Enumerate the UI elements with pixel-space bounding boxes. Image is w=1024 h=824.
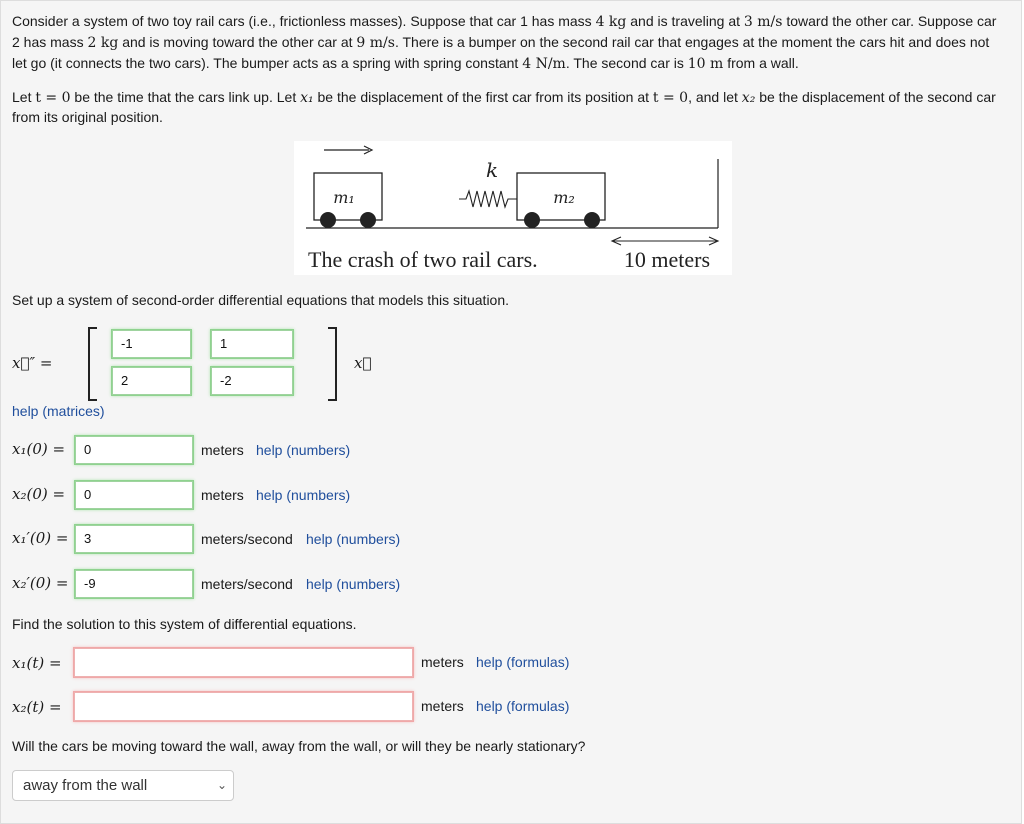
matrix-a11-input[interactable]: -1 xyxy=(112,330,191,358)
let-text: , and let xyxy=(688,89,738,105)
x2-solution-label: x₂(t) = xyxy=(12,698,62,716)
ic1-help-link[interactable]: help (numbers) xyxy=(256,442,351,458)
rail-cars-diagram xyxy=(294,141,732,275)
car2-wheel-right xyxy=(584,212,600,228)
intro-text: from a wall. xyxy=(727,55,799,71)
velocity-arrow xyxy=(324,146,372,154)
velocity2-value: 9 m/s xyxy=(356,35,395,51)
distance-arrow xyxy=(612,237,718,245)
ic2-unit: meters xyxy=(201,487,244,503)
let-text: be the time that the cars link up. Let xyxy=(74,89,297,105)
intro-text: and is moving toward the other car at xyxy=(122,34,353,50)
rail-cars-figure xyxy=(294,141,732,275)
x1-solution-label: x₁(t) = xyxy=(12,654,62,672)
car1-wheel-left xyxy=(320,212,336,228)
spring-constant-value: 4 N/m xyxy=(522,56,566,72)
let-text: be the displacement of the first car from its position at xyxy=(317,89,650,105)
intro-text: 2 has mass xyxy=(12,34,84,50)
matrix-rhs: x⃗ xyxy=(354,354,372,372)
help-matrices-link[interactable]: help (matrices) xyxy=(12,403,105,419)
figure-caption: The crash of two rail cars. xyxy=(308,247,538,272)
matrix-left-bracket xyxy=(88,327,97,401)
let-line-2: from its original position. xyxy=(12,109,163,125)
intro-text: . The second car is xyxy=(565,55,684,71)
intro-line-2 xyxy=(12,32,1012,54)
ic1-input[interactable]: 0 xyxy=(75,436,193,464)
velocity1-value: 3 m/s xyxy=(743,14,783,30)
ic1-label: x₁(0) = xyxy=(12,440,66,458)
x2-solution-input[interactable] xyxy=(74,692,413,721)
ic1-unit: meters xyxy=(201,442,244,458)
math-x2: x₂ xyxy=(741,90,756,106)
ic3-unit: meters/second xyxy=(201,531,293,547)
intro-text: and is traveling at xyxy=(630,13,740,29)
x1-help-link[interactable]: help (formulas) xyxy=(476,654,570,670)
direction-select-value: away from the wall xyxy=(23,777,148,794)
let-text: Let xyxy=(12,89,32,105)
math-t0: t = 0 xyxy=(652,90,689,106)
distance-label: 10 meters xyxy=(623,247,711,272)
matrix-a21-input[interactable]: 2 xyxy=(112,367,191,395)
matrix-lhs: x⃗″ = xyxy=(12,354,53,372)
intro-text: Consider a system of two toy rail cars (i.e., frictionless masses). Suppose that car 1 has mass xyxy=(12,13,592,29)
matrix-a12-input[interactable]: 1 xyxy=(211,330,293,358)
matrix-right-bracket xyxy=(328,327,337,401)
intro-text: toward the other car. Suppose car xyxy=(786,13,997,29)
car1-wheel-right xyxy=(360,212,376,228)
chevron-down-icon: ⌄ xyxy=(216,778,227,792)
let-line-1 xyxy=(12,87,1017,109)
x2-help-link[interactable]: help (formulas) xyxy=(476,698,570,714)
ic4-input[interactable]: -9 xyxy=(75,570,193,598)
ic4-help-link[interactable]: help (numbers) xyxy=(306,576,401,592)
ic2-input[interactable]: 0 xyxy=(75,481,193,509)
math-x1: x₁ xyxy=(300,90,314,106)
solution-prompt: Find the solution to this system of differential equations. xyxy=(12,616,357,632)
ic3-input[interactable]: 3 xyxy=(75,525,193,553)
ic4-unit: meters/second xyxy=(201,576,293,592)
question-text: Will the cars be moving toward the wall, away from the wall, or will they be nearly stationary? xyxy=(12,738,586,754)
mass1-value: 4 kg xyxy=(595,14,627,30)
car1-mass-label: m₁ xyxy=(333,188,355,207)
distance-value: 10 m xyxy=(687,56,724,72)
math-t0: t = 0 xyxy=(35,90,71,106)
spring-icon xyxy=(459,191,517,207)
intro-text: . There is a bumper on the second rail car that engages at the moment the cars hit and does not xyxy=(394,34,990,50)
ic3-help-link[interactable]: help (numbers) xyxy=(306,531,401,547)
car2-mass-label: m₂ xyxy=(553,188,575,207)
intro-line-1 xyxy=(12,11,1012,33)
spring-k-label: k xyxy=(485,158,499,182)
let-text: be the displacement of the second car xyxy=(759,89,996,105)
setup-prompt: Set up a system of second-order differential equations that models this situation. xyxy=(12,292,510,308)
ic4-label: x₂′(0) = xyxy=(12,574,69,592)
x1-solution-unit: meters xyxy=(421,654,464,670)
x2-solution-unit: meters xyxy=(421,698,464,714)
direction-select[interactable] xyxy=(12,770,234,801)
car2-wheel-left xyxy=(524,212,540,228)
intro-text: let go (it connects the two cars). The bumper acts as a spring with spring constant xyxy=(12,55,519,71)
ic2-label: x₂(0) = xyxy=(12,485,66,503)
intro-line-3 xyxy=(12,53,1012,75)
ic2-help-link[interactable]: help (numbers) xyxy=(256,487,351,503)
x1-solution-input[interactable] xyxy=(74,648,413,677)
matrix-a22-input[interactable]: -2 xyxy=(211,367,293,395)
mass2-value: 2 kg xyxy=(87,35,119,51)
ic3-label: x₁′(0) = xyxy=(12,529,69,547)
